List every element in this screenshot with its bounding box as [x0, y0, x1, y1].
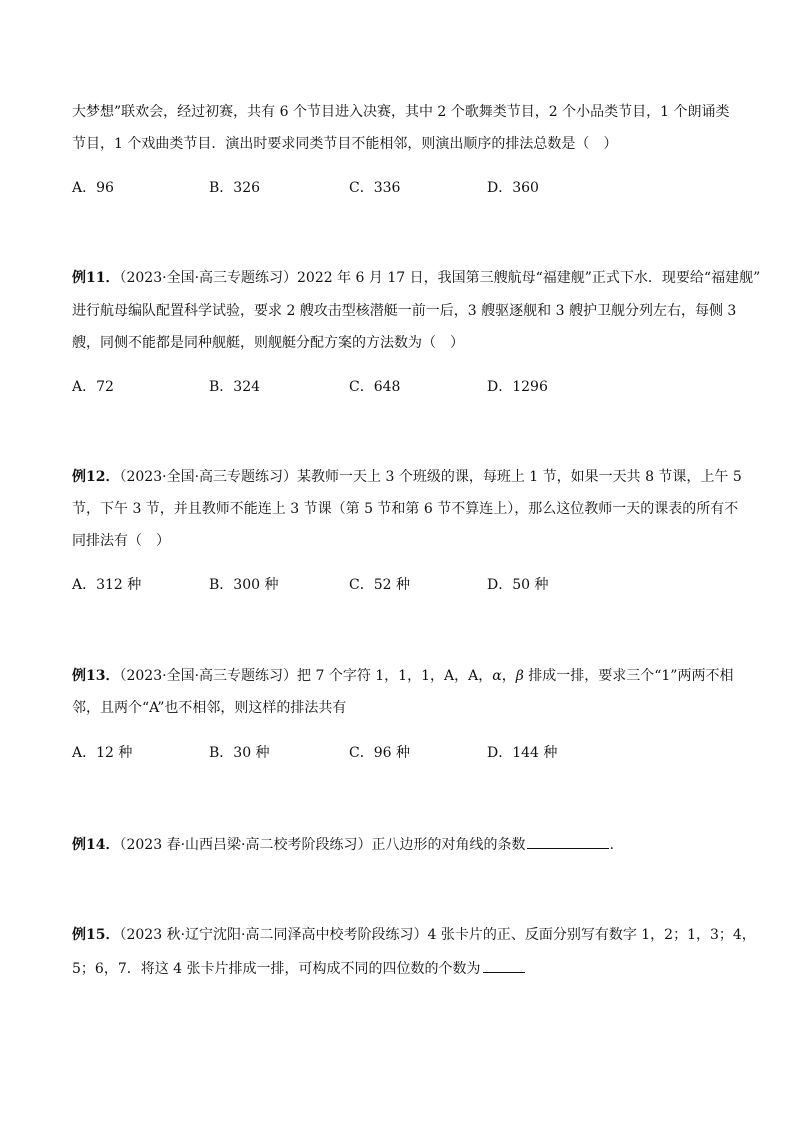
- q14-line-1: [72, 834, 732, 855]
- q15-line-1: [72, 925, 756, 945]
- q13-option-c: C．96 种: [349, 745, 410, 761]
- q12-option-a: A．312 种: [72, 577, 142, 593]
- beta-symbol: β: [515, 668, 524, 684]
- q10-option-a: A．96: [72, 180, 114, 196]
- q11-line-1: [72, 268, 761, 288]
- q11-option-c: C．648: [349, 379, 401, 395]
- q13-source: （2023·全国·高三专题练习）: [119, 668, 298, 684]
- q11-line-2: 进行航母编队配置科学试验，要求 2 艘攻击型核潜艇一前一后，3 艘驱逐舰和 3 艘护卫舰分列左右，每侧 3: [72, 303, 737, 319]
- q15-text: 4 张卡片的正、反面分别写有数字 1，2；1，3；4，: [427, 927, 756, 943]
- q11-source: （2023·全国·高三专题练习）: [119, 270, 298, 286]
- q13-option-b: B．30 种: [209, 745, 270, 761]
- q13-line-2: 邻，且两个“A”也不相邻，则这样的排法共有: [72, 700, 347, 716]
- q14-end: .: [609, 837, 614, 853]
- q13-line-1: [72, 666, 732, 686]
- q13-option-a: A．12 种: [72, 745, 133, 761]
- q12-option-d: D．50 种: [487, 577, 549, 593]
- q11-line-3: 艘，同侧不能都是同种舰艇，则舰艇分配方案的方法数为（ ）: [72, 335, 464, 351]
- q10-line-2: 节目，1 个戏曲类节目．演出时要求同类节目不能相邻，则演出顺序的排法总数是（ ）: [72, 136, 618, 152]
- q14-source: （2023 春·山西吕梁·高二校考阶段练习）: [119, 837, 372, 853]
- q12-option-b: B．300 种: [209, 577, 279, 593]
- q15-label: 例15．: [72, 927, 120, 943]
- answer-blank: [483, 958, 525, 973]
- q12-label: 例12．: [72, 469, 120, 485]
- q15-line-2: [72, 958, 732, 979]
- q10-option-b: B．326: [209, 180, 261, 196]
- q11-option-d: D．1296: [487, 379, 548, 395]
- q15-text-2: 5；6，7．将这 4 张卡片排成一排，可构成不同的四位数的个数为: [72, 961, 481, 977]
- q13-text-c: 排成一排，要求三个“1”两两不相: [523, 668, 734, 684]
- q12-option-c: C．52 种: [349, 577, 410, 593]
- q13-label: 例13．: [72, 668, 120, 684]
- q12-line-1: [72, 467, 742, 487]
- q10-line-1: 大梦想”联欢会，经过初赛，共有 6 个节目进入决赛，其中 2 个歌舞类节目，2 个小品类节目，1 个朗诵类: [72, 104, 730, 120]
- q13-text-a: 把 7 个字符 1，1，1，A，A，: [297, 668, 493, 684]
- q14-text: 正八边形的对角线的条数: [371, 837, 526, 853]
- q10-option-c: C．336: [349, 180, 401, 196]
- q13-option-d: D．144 种: [487, 745, 558, 761]
- q12-line-2: 节，下午 3 节，并且教师不能连上 3 节课（第 5 节和第 6 节不算连上），那么这位教师一天的课表的所有不: [72, 501, 739, 517]
- answer-blank: [527, 834, 609, 849]
- q10-option-d: D．360: [487, 180, 539, 196]
- q15-source: （2023 秋·辽宁沈阳·高二同泽高中校考阶段练习）: [119, 927, 428, 943]
- q11-text: 2022 年 6 月 17 日，我国第三艘航母“福建舰”正式下水．现要给“福建舰”: [297, 270, 761, 286]
- q12-source: （2023·全国·高三专题练习）: [119, 469, 298, 485]
- q11-label: 例11．: [72, 270, 120, 286]
- q11-option-a: A．72: [72, 379, 114, 395]
- alpha-symbol: α: [492, 668, 502, 684]
- q11-option-b: B．324: [209, 379, 261, 395]
- q12-line-3: 同排法有（ ）: [72, 533, 170, 549]
- q14-label: 例14．: [72, 837, 120, 853]
- q12-text: 某教师一天上 3 个班级的课，每班上 1 节，如果一天共 8 节课，上午 5: [297, 469, 742, 485]
- q13-text-b: ，: [501, 668, 516, 684]
